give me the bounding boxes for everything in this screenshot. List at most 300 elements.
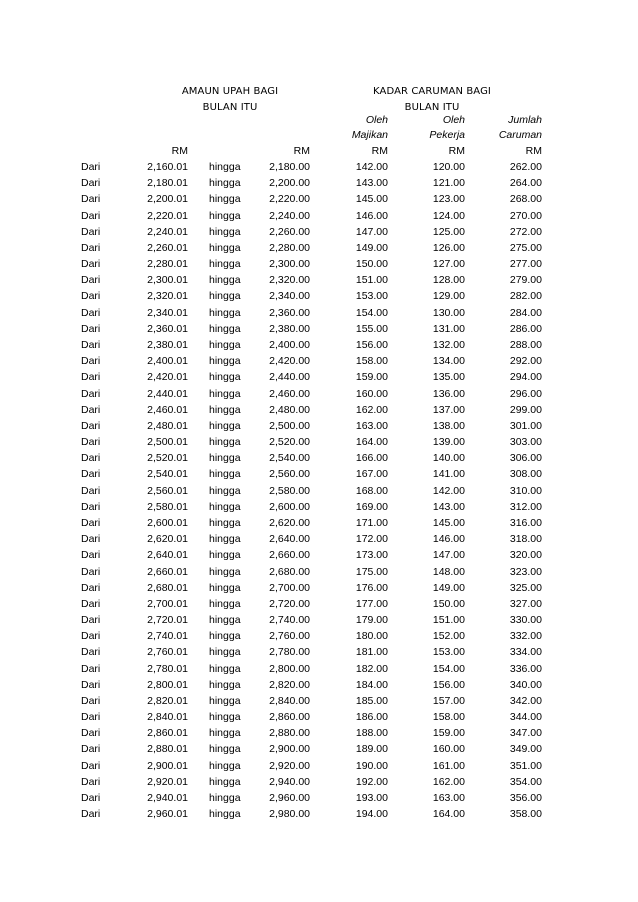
dari-label: Dari — [81, 759, 101, 772]
dari-label: Dari — [81, 290, 101, 303]
dari-label: Dari — [81, 452, 101, 465]
pekerja-contribution-cell: 134.00 — [432, 355, 465, 368]
hingga-label: hingga — [209, 193, 241, 206]
jumlah-contribution-cell: 296.00 — [509, 387, 542, 400]
table-row — [0, 679, 638, 695]
wage-to-cell: 2,820.00 — [269, 678, 310, 691]
jumlah-contribution-cell: 344.00 — [509, 711, 542, 724]
wage-to-cell: 2,460.00 — [269, 387, 310, 400]
table-row — [0, 339, 638, 355]
jumlah-contribution-cell: 318.00 — [509, 533, 542, 546]
jumlah-contribution-cell: 308.00 — [509, 468, 542, 481]
dari-label: Dari — [81, 808, 101, 821]
jumlah-contribution-cell: 286.00 — [509, 322, 542, 335]
jumlah-contribution-cell: 284.00 — [509, 306, 542, 319]
dari-label: Dari — [81, 258, 101, 271]
wage-to-cell: 2,800.00 — [269, 662, 310, 675]
dari-label: Dari — [81, 533, 101, 546]
majikan-contribution-cell: 160.00 — [355, 387, 388, 400]
wage-from-cell: 2,420.01 — [147, 371, 188, 384]
hingga-label: hingga — [209, 694, 241, 707]
wage-to-cell: 2,520.00 — [269, 436, 310, 449]
wage-from-cell: 2,620.01 — [147, 533, 188, 546]
hingga-label: hingga — [209, 338, 241, 351]
dari-label: Dari — [81, 403, 101, 416]
table-row — [0, 614, 638, 630]
jumlah-contribution-cell: 320.00 — [509, 549, 542, 562]
hingga-label: hingga — [209, 727, 241, 740]
dari-label: Dari — [81, 646, 101, 659]
table-row — [0, 663, 638, 679]
pekerja-contribution-cell: 136.00 — [432, 387, 465, 400]
wage-to-cell: 2,340.00 — [269, 290, 310, 303]
dari-label: Dari — [81, 694, 101, 707]
hingga-label: hingga — [209, 322, 241, 335]
hingga-label: hingga — [209, 646, 241, 659]
dari-label: Dari — [81, 355, 101, 368]
pekerja-contribution-cell: 129.00 — [432, 290, 465, 303]
wage-to-cell: 2,760.00 — [269, 630, 310, 643]
dari-label: Dari — [81, 177, 101, 190]
table-row — [0, 258, 638, 274]
jumlah-contribution-cell: 277.00 — [509, 258, 542, 271]
dari-label: Dari — [81, 419, 101, 432]
wage-from-cell: 2,640.01 — [147, 549, 188, 562]
wage-to-cell: 2,480.00 — [269, 403, 310, 416]
wage-from-cell: 2,540.01 — [147, 468, 188, 481]
majikan-contribution-cell: 193.00 — [355, 792, 388, 805]
wage-to-cell: 2,640.00 — [269, 533, 310, 546]
wage-from-cell: 2,400.01 — [147, 355, 188, 368]
wage-to-cell: 2,180.00 — [269, 161, 310, 173]
hingga-label: hingga — [209, 630, 241, 643]
majikan-contribution-cell: 192.00 — [355, 775, 388, 788]
wage-to-cell: 2,880.00 — [269, 727, 310, 740]
wage-to-cell: 2,720.00 — [269, 597, 310, 610]
dari-label: Dari — [81, 727, 101, 740]
wage-from-cell: 2,460.01 — [147, 403, 188, 416]
wage-to-cell: 2,700.00 — [269, 581, 310, 594]
wage-to-cell: 2,940.00 — [269, 775, 310, 788]
table-row — [0, 436, 638, 452]
dari-label: Dari — [81, 436, 101, 449]
majikan-contribution-cell: 151.00 — [355, 274, 388, 287]
wage-to-cell: 2,780.00 — [269, 646, 310, 659]
jumlah-contribution-cell: 340.00 — [509, 678, 542, 691]
table-row — [0, 485, 638, 501]
dari-label: Dari — [81, 549, 101, 562]
wage-from-cell: 2,280.01 — [147, 258, 188, 271]
hingga-label: hingga — [209, 387, 241, 400]
majikan-contribution-cell: 147.00 — [355, 225, 388, 238]
table-row — [0, 210, 638, 226]
wage-from-cell: 2,200.01 — [147, 193, 188, 206]
jumlah-contribution-cell: 316.00 — [509, 516, 542, 529]
majikan-contribution-cell: 168.00 — [355, 484, 388, 497]
kadar-header-line1: KADAR CARUMAN BAGI — [373, 86, 491, 97]
pekerja-contribution-cell: 124.00 — [432, 209, 465, 222]
wage-to-cell: 2,680.00 — [269, 565, 310, 578]
table-row — [0, 404, 638, 420]
pekerja-contribution-cell: 158.00 — [432, 711, 465, 724]
dari-label: Dari — [81, 371, 101, 384]
hingga-label: hingga — [209, 403, 241, 416]
table-row — [0, 242, 638, 258]
wage-from-cell: 2,440.01 — [147, 387, 188, 400]
jumlah-contribution-cell: 349.00 — [509, 743, 542, 756]
pekerja-contribution-cell: 152.00 — [432, 630, 465, 643]
hingga-label: hingga — [209, 533, 241, 546]
hingga-label: hingga — [209, 452, 241, 465]
dari-label: Dari — [81, 614, 101, 627]
jumlah-contribution-cell: 306.00 — [509, 452, 542, 465]
wage-to-cell: 2,860.00 — [269, 711, 310, 724]
jumlah-contribution-cell: 294.00 — [509, 371, 542, 384]
wage-from-cell: 2,520.01 — [147, 452, 188, 465]
wage-to-cell: 2,900.00 — [269, 743, 310, 756]
majikan-contribution-cell: 172.00 — [355, 533, 388, 546]
majikan-label: Majikan — [351, 129, 388, 141]
table-row — [0, 307, 638, 323]
jumlah-contribution-cell: 301.00 — [509, 419, 542, 432]
wage-to-cell: 2,560.00 — [269, 468, 310, 481]
majikan-contribution-cell: 188.00 — [355, 727, 388, 740]
table-row — [0, 501, 638, 517]
jumlah-contribution-cell: 356.00 — [509, 792, 542, 805]
pekerja-contribution-cell: 140.00 — [432, 452, 465, 465]
table-row — [0, 582, 638, 598]
pekerja-contribution-cell: 128.00 — [432, 274, 465, 287]
hingga-label: hingga — [209, 436, 241, 449]
majikan-contribution-cell: 154.00 — [355, 306, 388, 319]
wage-from-cell: 2,340.01 — [147, 306, 188, 319]
pekerja-contribution-cell: 123.00 — [432, 193, 465, 206]
wage-from-cell: 2,320.01 — [147, 290, 188, 303]
jumlah-contribution-cell: 358.00 — [509, 808, 542, 821]
dari-label: Dari — [81, 193, 101, 206]
hingga-label: hingga — [209, 258, 241, 271]
majikan-contribution-cell: 190.00 — [355, 759, 388, 772]
hingga-label: hingga — [209, 306, 241, 319]
wage-from-cell: 2,380.01 — [147, 338, 188, 351]
wage-from-cell: 2,780.01 — [147, 662, 188, 675]
hingga-label: hingga — [209, 419, 241, 432]
pekerja-contribution-cell: 138.00 — [432, 419, 465, 432]
pekerja-contribution-cell: 150.00 — [432, 597, 465, 610]
wage-from-cell: 2,160.01 — [147, 161, 188, 173]
majikan-contribution-cell: 171.00 — [355, 516, 388, 529]
wage-to-cell: 2,980.00 — [269, 808, 310, 821]
wage-to-cell: 2,280.00 — [269, 241, 310, 254]
wage-from-cell: 2,600.01 — [147, 516, 188, 529]
dari-label: Dari — [81, 775, 101, 788]
majikan-contribution-cell: 186.00 — [355, 711, 388, 724]
majikan-contribution-cell: 146.00 — [355, 209, 388, 222]
wage-to-cell: 2,400.00 — [269, 338, 310, 351]
jumlah-contribution-cell: 264.00 — [509, 177, 542, 190]
hingga-label: hingga — [209, 225, 241, 238]
jumlah-contribution-cell: 330.00 — [509, 614, 542, 627]
pekerja-contribution-cell: 162.00 — [432, 775, 465, 788]
pekerja-contribution-cell: 126.00 — [432, 241, 465, 254]
wage-from-cell: 2,680.01 — [147, 581, 188, 594]
jumlah-contribution-cell: 342.00 — [509, 694, 542, 707]
kadar-header-line2: BULAN ITU — [404, 102, 460, 113]
majikan-contribution-cell: 164.00 — [355, 436, 388, 449]
hingga-label: hingga — [209, 808, 241, 821]
dari-label: Dari — [81, 161, 101, 173]
wage-from-cell: 2,260.01 — [147, 241, 188, 254]
majikan-contribution-cell: 166.00 — [355, 452, 388, 465]
hingga-label: hingga — [209, 759, 241, 772]
rm-label-jumlah: RM — [525, 145, 542, 157]
hingga-label: hingga — [209, 290, 241, 303]
dari-label: Dari — [81, 306, 101, 319]
pekerja-contribution-cell: 131.00 — [432, 322, 465, 335]
rm-label-to: RM — [293, 145, 310, 157]
table-row — [0, 371, 638, 387]
table-row — [0, 743, 638, 759]
table-row — [0, 452, 638, 468]
hingga-label: hingga — [209, 792, 241, 805]
dari-label: Dari — [81, 743, 101, 756]
wage-from-cell: 2,180.01 — [147, 177, 188, 190]
hingga-label: hingga — [209, 241, 241, 254]
jumlah-contribution-cell: 351.00 — [509, 759, 542, 772]
hingga-label: hingga — [209, 549, 241, 562]
table-row — [0, 808, 638, 824]
table-row — [0, 193, 638, 209]
majikan-contribution-cell: 153.00 — [355, 290, 388, 303]
hingga-label: hingga — [209, 662, 241, 675]
table-row — [0, 533, 638, 549]
jumlah-contribution-cell: 268.00 — [509, 193, 542, 206]
hingga-label: hingga — [209, 355, 241, 368]
hingga-label: hingga — [209, 565, 241, 578]
pekerja-contribution-cell: 121.00 — [432, 177, 465, 190]
wage-to-cell: 2,300.00 — [269, 258, 310, 271]
majikan-contribution-cell: 181.00 — [355, 646, 388, 659]
wage-to-cell: 2,920.00 — [269, 759, 310, 772]
jumlah-contribution-cell: 288.00 — [509, 338, 542, 351]
dari-label: Dari — [81, 630, 101, 643]
table-row — [0, 355, 638, 371]
pekerja-contribution-cell: 142.00 — [432, 484, 465, 497]
pekerja-contribution-cell: 164.00 — [432, 808, 465, 821]
majikan-contribution-cell: 156.00 — [355, 338, 388, 351]
pekerja-contribution-cell: 147.00 — [432, 549, 465, 562]
jumlah-contribution-cell: 275.00 — [509, 241, 542, 254]
dari-label: Dari — [81, 468, 101, 481]
jumlah-contribution-cell: 336.00 — [509, 662, 542, 675]
hingga-label: hingga — [209, 516, 241, 529]
wage-to-cell: 2,740.00 — [269, 614, 310, 627]
hingga-label: hingga — [209, 274, 241, 287]
table-row — [0, 274, 638, 290]
pekerja-contribution-cell: 127.00 — [432, 258, 465, 271]
dari-label: Dari — [81, 387, 101, 400]
pekerja-contribution-cell: 148.00 — [432, 565, 465, 578]
majikan-contribution-cell: 184.00 — [355, 678, 388, 691]
pekerja-contribution-cell: 139.00 — [432, 436, 465, 449]
rm-label-from: RM — [171, 145, 188, 157]
wage-from-cell: 2,660.01 — [147, 565, 188, 578]
majikan-contribution-cell: 189.00 — [355, 743, 388, 756]
jumlah-contribution-cell: 325.00 — [509, 581, 542, 594]
pekerja-contribution-cell: 161.00 — [432, 759, 465, 772]
pekerja-contribution-cell: 163.00 — [432, 792, 465, 805]
majikan-contribution-cell: 173.00 — [355, 549, 388, 562]
dari-label: Dari — [81, 516, 101, 529]
majikan-contribution-cell: 175.00 — [355, 565, 388, 578]
amaun-header-line2: BULAN ITU — [202, 102, 258, 113]
jumlah-contribution-cell: 262.00 — [509, 161, 542, 173]
pekerja-contribution-cell: 145.00 — [432, 516, 465, 529]
jumlah-contribution-cell: 282.00 — [509, 290, 542, 303]
jumlah-contribution-cell: 292.00 — [509, 355, 542, 368]
wage-from-cell: 2,820.01 — [147, 694, 188, 707]
wage-from-cell: 2,700.01 — [147, 597, 188, 610]
pekerja-contribution-cell: 130.00 — [432, 306, 465, 319]
wage-to-cell: 2,380.00 — [269, 322, 310, 335]
table-row — [0, 161, 638, 177]
wage-to-cell: 2,240.00 — [269, 209, 310, 222]
wage-to-cell: 2,840.00 — [269, 694, 310, 707]
wage-to-cell: 2,200.00 — [269, 177, 310, 190]
dari-label: Dari — [81, 565, 101, 578]
pekerja-contribution-cell: 135.00 — [432, 371, 465, 384]
majikan-contribution-cell: 158.00 — [355, 355, 388, 368]
pekerja-contribution-cell: 146.00 — [432, 533, 465, 546]
pekerja-contribution-cell: 149.00 — [432, 581, 465, 594]
wage-from-cell: 2,300.01 — [147, 274, 188, 287]
table-row — [0, 646, 638, 662]
wage-to-cell: 2,360.00 — [269, 306, 310, 319]
pekerja-contribution-cell: 159.00 — [432, 727, 465, 740]
caruman-label: Caruman — [498, 129, 542, 141]
pekerja-contribution-cell: 137.00 — [432, 403, 465, 416]
wage-from-cell: 2,720.01 — [147, 614, 188, 627]
table-row — [0, 760, 638, 776]
oleh-majikan-label-1: Oleh — [365, 114, 388, 126]
dari-label: Dari — [81, 662, 101, 675]
table-row — [0, 695, 638, 711]
dari-label: Dari — [81, 581, 101, 594]
pekerja-contribution-cell: 141.00 — [432, 468, 465, 481]
hingga-label: hingga — [209, 500, 241, 513]
hingga-label: hingga — [209, 711, 241, 724]
jumlah-contribution-cell: 334.00 — [509, 646, 542, 659]
hingga-label: hingga — [209, 484, 241, 497]
jumlah-contribution-cell: 312.00 — [509, 500, 542, 513]
table-row — [0, 290, 638, 306]
jumlah-contribution-cell: 299.00 — [509, 403, 542, 416]
majikan-contribution-cell: 159.00 — [355, 371, 388, 384]
wage-to-cell: 2,260.00 — [269, 225, 310, 238]
wage-from-cell: 2,860.01 — [147, 727, 188, 740]
table-row — [0, 630, 638, 646]
wage-from-cell: 2,360.01 — [147, 322, 188, 335]
dari-label: Dari — [81, 338, 101, 351]
jumlah-contribution-cell: 347.00 — [509, 727, 542, 740]
wage-from-cell: 2,960.01 — [147, 808, 188, 821]
hingga-label: hingga — [209, 177, 241, 190]
wage-from-cell: 2,900.01 — [147, 759, 188, 772]
pekerja-contribution-cell: 151.00 — [432, 614, 465, 627]
pekerja-contribution-cell: 120.00 — [432, 161, 465, 173]
pekerja-contribution-cell: 143.00 — [432, 500, 465, 513]
table-row — [0, 711, 638, 727]
pekerja-contribution-cell: 156.00 — [432, 678, 465, 691]
wage-from-cell: 2,240.01 — [147, 225, 188, 238]
jumlah-contribution-cell: 354.00 — [509, 775, 542, 788]
wage-to-cell: 2,580.00 — [269, 484, 310, 497]
jumlah-contribution-cell: 270.00 — [509, 209, 542, 222]
table-row — [0, 226, 638, 242]
majikan-contribution-cell: 179.00 — [355, 614, 388, 627]
hingga-label: hingga — [209, 614, 241, 627]
majikan-contribution-cell: 194.00 — [355, 808, 388, 821]
majikan-contribution-cell: 185.00 — [355, 694, 388, 707]
wage-from-cell: 2,480.01 — [147, 419, 188, 432]
dari-label: Dari — [81, 500, 101, 513]
table-row — [0, 177, 638, 193]
jumlah-label: Jumlah — [508, 114, 542, 126]
hingga-label: hingga — [209, 775, 241, 788]
table-row — [0, 566, 638, 582]
wage-from-cell: 2,560.01 — [147, 484, 188, 497]
majikan-contribution-cell: 145.00 — [355, 193, 388, 206]
hingga-label: hingga — [209, 209, 241, 222]
jumlah-contribution-cell: 279.00 — [509, 274, 542, 287]
wage-from-cell: 2,740.01 — [147, 630, 188, 643]
dari-label: Dari — [81, 792, 101, 805]
dari-label: Dari — [81, 209, 101, 222]
majikan-contribution-cell: 169.00 — [355, 500, 388, 513]
majikan-contribution-cell: 149.00 — [355, 241, 388, 254]
wage-to-cell: 2,540.00 — [269, 452, 310, 465]
dari-label: Dari — [81, 225, 101, 238]
jumlah-contribution-cell: 272.00 — [509, 225, 542, 238]
majikan-contribution-cell: 155.00 — [355, 322, 388, 335]
majikan-contribution-cell: 163.00 — [355, 419, 388, 432]
pekerja-contribution-cell: 157.00 — [432, 694, 465, 707]
wage-from-cell: 2,220.01 — [147, 209, 188, 222]
majikan-contribution-cell: 142.00 — [355, 161, 388, 173]
table-row — [0, 727, 638, 743]
wage-to-cell: 2,440.00 — [269, 371, 310, 384]
dari-label: Dari — [81, 484, 101, 497]
wage-to-cell: 2,660.00 — [269, 549, 310, 562]
pekerja-contribution-cell: 132.00 — [432, 338, 465, 351]
table-row — [0, 468, 638, 484]
dari-label: Dari — [81, 597, 101, 610]
jumlah-contribution-cell: 323.00 — [509, 565, 542, 578]
jumlah-contribution-cell: 310.00 — [509, 484, 542, 497]
majikan-contribution-cell: 150.00 — [355, 258, 388, 271]
pekerja-contribution-cell: 153.00 — [432, 646, 465, 659]
dari-label: Dari — [81, 241, 101, 254]
majikan-contribution-cell: 143.00 — [355, 177, 388, 190]
wage-to-cell: 2,600.00 — [269, 500, 310, 513]
hingga-label: hingga — [209, 581, 241, 594]
table-row — [0, 323, 638, 339]
hingga-label: hingga — [209, 597, 241, 610]
jumlah-contribution-cell: 303.00 — [509, 436, 542, 449]
majikan-contribution-cell: 176.00 — [355, 581, 388, 594]
wage-to-cell: 2,220.00 — [269, 193, 310, 206]
majikan-contribution-cell: 182.00 — [355, 662, 388, 675]
